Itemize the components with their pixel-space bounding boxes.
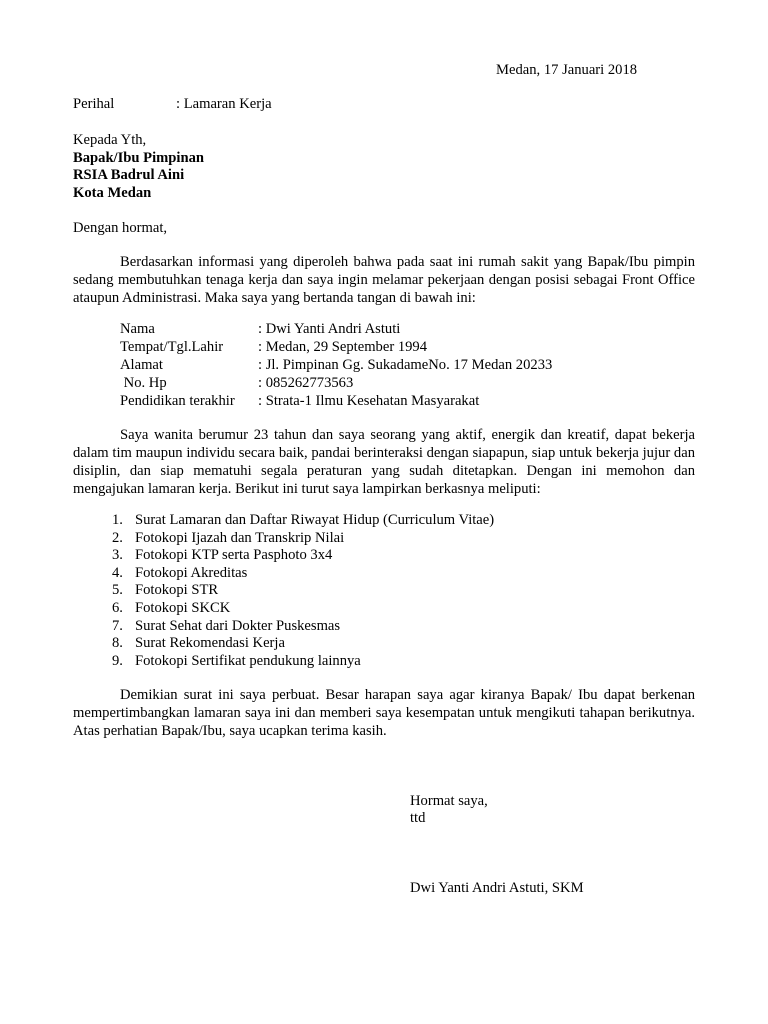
identity-row [120,320,680,338]
closing-paragraph: Demikian surat ini saya perbuat. Besar harapan saya agar kiranya Bapak/ Ibu dapat berkenan mempertimbangkan lamaran saya ini dan memberi saya kesempatan untuk mengikuti tahapan berikutnya. Atas perhatian Bapak/Ibu, saya ucapkan terima kasih. [73,687,695,739]
list-item [112,600,494,618]
recipient-line: Bapak/Ibu Pimpinan [73,150,205,166]
list-text: Surat Lamaran dan Daftar Riwayat Hidup (Curriculum Vitae) [135,512,495,528]
list-item [112,635,494,653]
list-number: 7. [112,617,123,634]
list-text: Fotokopi STR [135,582,219,599]
intro-paragraph: Berdasarkan informasi yang diperoleh bahwa pada saat ini rumah sakit yang Bapak/Ibu pimpin sedang membutuhkan tenaga kerja dan saya ingin melamar pekerjaan dengan posisi sebagai Front Office ataupun Administrasi. Maka saya yang bertanda tangan di bawah ini: [73,254,695,306]
identity-label: Pendidikan terakhir [120,393,235,409]
identity-label: No. Hp [120,375,167,391]
list-item [112,582,494,600]
list-text: Surat Sehat dari Dokter Puskesmas [135,617,341,634]
list-text: Fotokopi KTP serta Pasphoto 3x4 [135,547,333,564]
list-text: Fotokopi Ijazah dan Transkrip Nilai [135,529,345,546]
identity-value: : Dwi Yanti Andri Astuti [258,321,401,337]
list-number: 4. [112,564,123,581]
subject-label: Perihal [73,96,115,112]
list-number: 1. [112,512,123,528]
list-number: 5. [112,582,123,599]
list-item [112,547,494,565]
identity-value: : Medan, 29 September 1994 [258,339,428,355]
list-item [112,512,494,530]
list-item [112,653,494,671]
list-text: Fotokopi SKCK [135,599,231,616]
identity-row [120,374,680,392]
identity-label: Nama [120,321,155,337]
identity-row [120,338,680,356]
date-line: Medan, 17 Januari 2018 [496,62,638,78]
list-number: 2. [112,529,123,546]
signature-closing: Hormat saya, [410,793,488,809]
identity-row [120,356,680,374]
identity-block [120,320,680,410]
list-number: 3. [112,547,123,564]
list-item [112,565,494,583]
recipient-greeting: Kepada Yth, [73,132,147,148]
list-number: 8. [112,635,123,652]
attachment-list [112,512,494,670]
body-paragraph: Saya wanita berumur 23 tahun dan saya seorang yang aktif, energik dan kreatif, dapat bekerja dalam tim maupun individu secara baik, pandai berinteraksi dengan siapapun, siap untuk bekerja jujur dan disiplin, dan siap mematuhi segala peraturan yang sudah ditetapkan. Dengan ini memohon dan mengajukan lamaran kerja. Berikut ini turut saya lampirkan berkasnya meliputi: [73,427,695,497]
identity-value: : Strata-1 Ilmu Kesehatan Masyarakat [258,393,480,409]
subject-value: : Lamaran Kerja [176,96,272,112]
recipient-line: Kota Medan [73,185,152,201]
list-number: 6. [112,599,123,616]
identity-label: Alamat [120,357,163,373]
identity-value: : 085262773563 [258,375,354,391]
identity-row [120,392,680,410]
recipient-line: RSIA Badrul Aini [73,167,185,183]
identity-label: Tempat/Tgl.Lahir [120,339,224,355]
list-text: Fotokopi Sertifikat pendukung lainnya [135,652,361,669]
list-item [112,530,494,548]
signature-name: Dwi Yanti Andri Astuti, SKM [410,880,584,896]
list-item [112,618,494,636]
identity-value: : Jl. Pimpinan Gg. SukadameNo. 17 Medan 20233 [258,357,553,373]
signature-mark: ttd [410,810,426,826]
list-number: 9. [112,652,123,669]
list-text: Fotokopi Akreditas [135,564,248,581]
salutation: Dengan hormat, [73,220,168,236]
list-text: Surat Rekomendasi Kerja [135,635,285,652]
